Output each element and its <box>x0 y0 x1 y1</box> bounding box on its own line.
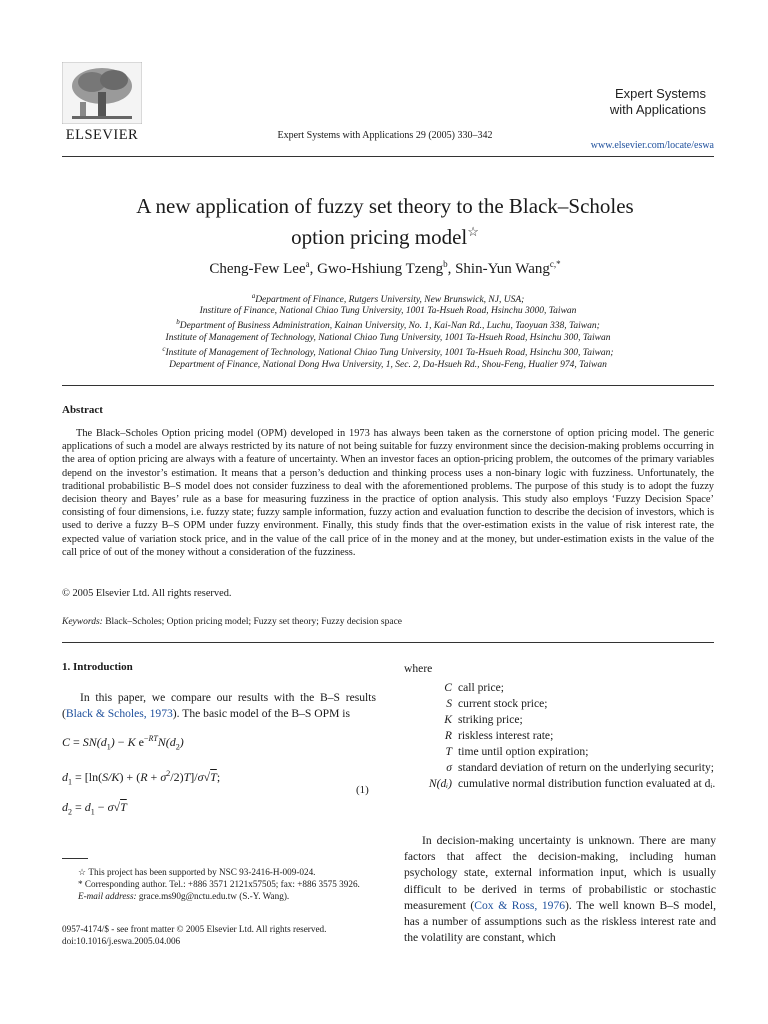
affiliation-text: Institute of Management of Technology, National Chiao Tung University, 1001 Ta-Hsueh Road, Hsinchu 300, Taiwan <box>165 333 611 343</box>
definition-text: striking price; <box>458 713 523 726</box>
definition-symbol: C <box>444 681 452 694</box>
footer-doi: doi:10.1016/j.eswa.2005.04.006 <box>62 936 181 946</box>
affiliation-text: Department of Finance, National Dong Hwa University, 1, Sec. 2, Da-Hsueh Rd., Shou-Feng, Hualier 974, Taiwan <box>169 360 607 370</box>
elsevier-tree-logo-icon <box>62 62 142 124</box>
definition-symbol: T <box>445 745 452 758</box>
journal-name-line1: Expert Systems <box>614 86 706 101</box>
equation-d1: $d_1 = [\ln(S/K) + (R + \sigma^2/2)T]/\sigma√T$; <box>62 769 221 787</box>
definition-symbol: S <box>446 697 452 710</box>
definition-text: standard deviation of return on the underlying security; <box>458 761 714 774</box>
symbol-definitions <box>404 680 716 792</box>
journal-name-line2: with Applications <box>609 102 706 117</box>
intro-text: In this paper, we compare our results with the B–S results ( <box>62 691 376 720</box>
definition-item <box>404 744 716 760</box>
author-name: Cheng-Few Lee <box>209 261 306 277</box>
footnote-email <box>62 890 378 902</box>
equation-number: (1) <box>356 784 369 796</box>
title-line1: A new application of fuzzy set theory to the Black–Scholes <box>136 194 634 218</box>
author-affiliation-mark: b <box>443 259 448 269</box>
definition-text: riskless interest rate; <box>458 729 554 742</box>
journal-citation: Expert Systems with Applications 29 (2005) 330–342 <box>277 130 493 141</box>
citation-link[interactable]: Cox & Ross, 1976 <box>474 898 566 912</box>
email-address-link[interactable]: grace.ms90g@nctu.edu.tw (S.-Y. Wang). <box>138 891 290 901</box>
affiliation <box>62 360 714 370</box>
equation-call-price: $C = SN(d_1) - K$ $e^{-RT}N(d_2)$ <box>62 734 184 752</box>
keywords <box>62 617 714 627</box>
affiliation <box>62 345 714 358</box>
definition-item <box>404 680 716 696</box>
author-list: Cheng-Few Lee$^a$, Gwo-Hshiung Tzeng$^b$, Shin-Yun Wang$^{c,*}$ <box>209 259 561 277</box>
definition-symbol: R <box>444 729 452 742</box>
affiliation-text: Department of Finance, Rutgers University, New Brunswick, NJ, USA; <box>255 295 525 306</box>
affiliation-text: Institure of Finance, National Chiao Tung University, 1001 Ta-Hsueh Road, Hsinchu 3000, Taiwan <box>199 306 577 316</box>
keywords-label: Keywords: <box>62 617 103 627</box>
keywords-text: Black–Scholes; Option pricing model; Fuzzy set theory; Fuzzy decision space <box>105 617 402 627</box>
definition-item <box>404 776 716 792</box>
definition-item <box>404 712 716 728</box>
affiliation-mark: a <box>251 292 256 300</box>
article-title <box>90 193 680 250</box>
affiliation <box>62 318 714 331</box>
page-footer <box>62 923 378 947</box>
footnote-corresponding: * Corresponding author. Tel.: +886 3571 2121x57505; fax: +886 3575 3926. <box>78 879 360 889</box>
affiliation-mark: b <box>176 318 180 326</box>
intro-paragraph <box>62 690 376 722</box>
publisher-name: ELSEVIER <box>65 127 139 143</box>
definition-item <box>404 696 716 712</box>
journal-url-link[interactable]: www.elsevier.com/locate/eswa <box>590 140 714 151</box>
affiliation-text: Department of Business Administration, Kainan University, No. 1, Kai-Nan Rd., Luchu, Taoyuan 338, Taiwan; <box>179 321 600 332</box>
definition-text: cumulative normal distribution function evaluated at dᵢ. <box>458 777 716 790</box>
citation-link[interactable]: Black & Scholes, 1973 <box>65 707 173 720</box>
definition-text: call price; <box>458 681 505 694</box>
abstract-divider <box>62 385 714 386</box>
definitions-intro: where <box>404 662 433 675</box>
section-heading: 1. Introduction <box>62 661 133 673</box>
paragraph-text: ). The well known B–S model, has a number of assumptions such as the riskless interest rate and the volatility are constant, which <box>404 898 716 945</box>
title-footnote-mark[interactable]: ☆ <box>467 224 479 239</box>
footnote-funding: ☆ This project has been supported by NSC 93-2416-H-009-024. <box>78 867 316 877</box>
footer-front-matter: 0957-4174/$ - see front matter © 2005 Elsevier Ltd. All rights reserved. <box>62 924 327 934</box>
definition-symbol: σ <box>446 761 452 774</box>
affiliation-text: Institute of Management of Technology, National Chiao Tung University, 1001 Ta-Hsueh Road, Hsinchu 300, Taiwan; <box>165 348 614 359</box>
affiliation-mark: c <box>162 345 166 353</box>
footnote-divider <box>62 858 88 859</box>
definition-symbol: K <box>444 713 452 726</box>
author-name: Shin-Yun Wang <box>455 261 550 277</box>
footnotes <box>62 866 378 902</box>
author-affiliation-mark: c,* <box>549 259 561 269</box>
definition-symbol: N(dᵢ) <box>428 777 452 790</box>
author-affiliation-mark: a <box>305 259 310 269</box>
equation-d2: $d_2 = d_1 - \sigma√T$ <box>62 800 127 817</box>
journal-name <box>560 86 706 118</box>
abstract-text: The Black–Scholes Option pricing model (OPM) developed in 1973 has always been taken as the cornerstone of option pricing model. The generic applications of such a model are always restricted by its nature of not being suitable for fuzzy environment since the decision-making problems occurring in the area of option pricing are always with a feature of uncertainty. When an investor faces an option-pricing problem, the outcomes of the primary variables depend on the investor’s estimation. It means that a person’s deduction and thinking process uses a non-binary logic with fuzziness. Unfortunately, the traditional probabilistic B–S model does not consider fuzziness to deal with the aforementioned problems. The purpose of this study is to adopt the fuzzy decision theory and Bayes’ rule as a base for measuring fuzziness in the practice of option analysis. This study also employs ‘Fuzzy Decision Space’ consisting of four dimensions, i.e. fuzzy state; fuzzy sample information, fuzzy action and evaluation function to describe the decision of investors, which is used to derive a fuzzy B–S OPM under fuzzy environment. Finally, this study finds that the over-estimation exists in the value of risk interest rate, the expected value of variation stock price, and in the value of the call price of in the money and at the money, but under-estimation exists in the value of the call price of out of the money without a consideration of the fuzziness. <box>62 428 714 558</box>
title-line2 <box>90 219 680 250</box>
author-name: Gwo-Hshiung Tzeng <box>317 261 444 277</box>
definition-item <box>404 760 716 776</box>
affiliation <box>62 292 714 305</box>
definition-text: time until option expiration; <box>458 745 589 758</box>
abstract-copyright: © 2005 Elsevier Ltd. All rights reserved. <box>62 588 232 599</box>
email-label: E-mail address: <box>78 891 137 901</box>
title-line2-text: option pricing model <box>291 225 468 249</box>
affiliation <box>62 333 714 343</box>
keywords-divider <box>62 642 714 643</box>
intro-text: ). The basic model of the B–S OPM is <box>172 707 351 720</box>
header-divider <box>62 156 714 157</box>
body-paragraph <box>404 833 716 946</box>
paragraph-text: In decision-making uncertainty is unknown. There are many factors that affect the decision-making, including human psychology state, external information input, which is usually difficult to be derived in terms of probabilistic or stochastic measurement ( <box>404 834 716 912</box>
definition-item <box>404 728 716 744</box>
definition-text: current stock price; <box>458 697 548 710</box>
abstract-heading: Abstract <box>62 404 103 416</box>
affiliation <box>62 306 714 316</box>
